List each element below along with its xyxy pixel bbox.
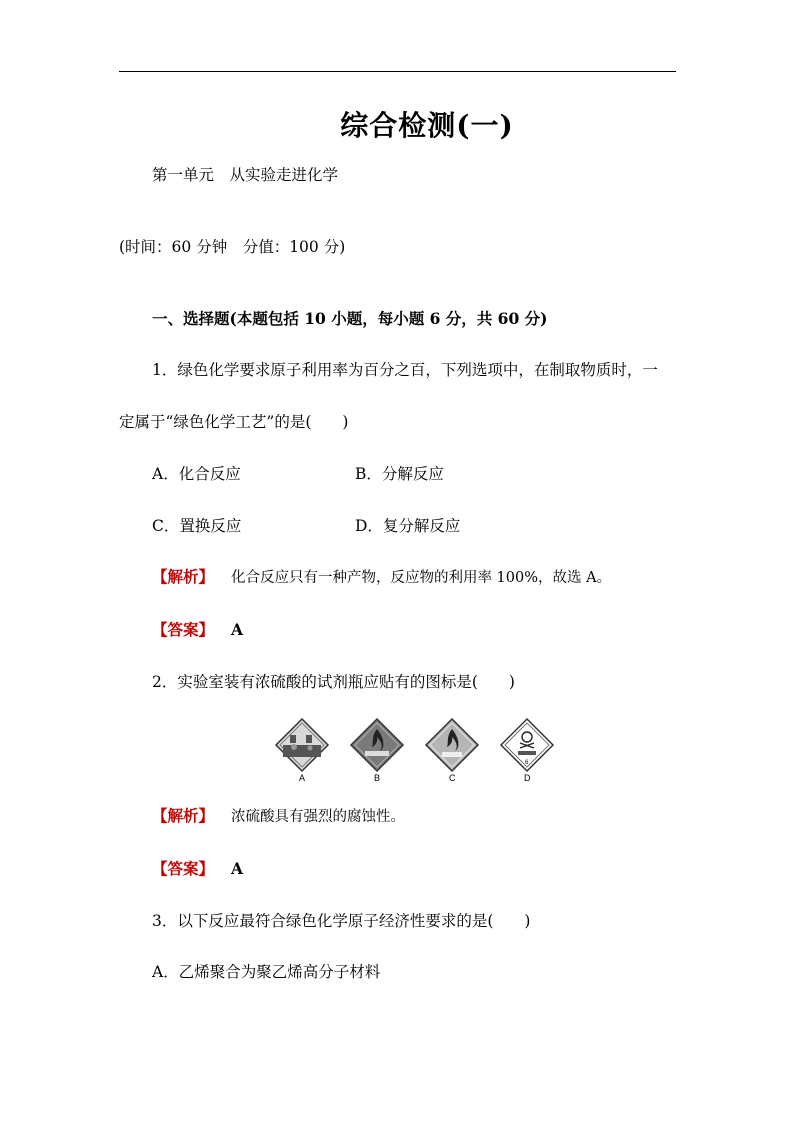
unit-subtitle: 第一单元 从实验走进化学: [152, 166, 339, 184]
hazard-signs-figure: [272, 717, 562, 785]
sign-letter-b: B: [374, 773, 381, 783]
analysis-text: 浓硫酸具有强烈的腐蚀性。: [230, 809, 405, 825]
header-rule: [119, 71, 676, 72]
analysis-text: 化合反应只有一种产物，反应物的利用率 100%，故选 A。: [230, 570, 612, 586]
q1-stem-line2: 定属于“绿色化学工艺”的是( ): [119, 413, 349, 431]
q2-stem: 2．实验室装有浓硫酸的试剂瓶应贴有的图标是( ): [152, 673, 515, 691]
answer-tag: 【答案】: [152, 620, 215, 639]
toxic-sign-icon: [501, 719, 553, 771]
q1-stem-line1: 1．绿色化学要求原子利用率为百分之百，下列选项中，在制取物质时，一: [152, 361, 658, 379]
flammable-liquid-sign-icon: [426, 719, 478, 771]
answer-value: A: [230, 620, 243, 639]
q2-analysis: [152, 806, 405, 827]
q1-option-b: B．分解反应: [355, 465, 444, 483]
toxic-class-label: 6: [525, 760, 529, 766]
q1-option-d: D．复分解反应: [355, 517, 461, 535]
q1-option-c: C．置换反应: [152, 517, 242, 535]
q1-analysis: [152, 567, 611, 588]
corrosive-sign-icon: [276, 719, 328, 771]
answer-tag: 【答案】: [152, 859, 215, 878]
analysis-tag: 【解析】: [152, 567, 215, 586]
sign-letter-a: A: [299, 773, 306, 783]
answer-value: A: [230, 859, 243, 878]
page-title: 综合检测(一): [340, 109, 514, 142]
sign-letter-c: C: [449, 773, 456, 783]
time-score-line: (时间：60 分钟 分值：100 分): [119, 238, 346, 256]
analysis-tag: 【解析】: [152, 806, 215, 825]
q1-answer: [152, 620, 243, 640]
q3-stem: 3．以下反应最符合绿色化学原子经济性要求的是( ): [152, 912, 531, 930]
flammable-solid-sign-icon: [351, 719, 403, 771]
q2-answer: [152, 859, 243, 879]
sign-letter-d: D: [524, 773, 531, 783]
section-heading: 一、选择题(本题包括 10 小题，每小题 6 分，共 60 分): [152, 309, 548, 328]
q1-option-a: A．化合反应: [152, 465, 241, 483]
q3-option-a: A．乙烯聚合为聚乙烯高分子材料: [152, 963, 381, 981]
